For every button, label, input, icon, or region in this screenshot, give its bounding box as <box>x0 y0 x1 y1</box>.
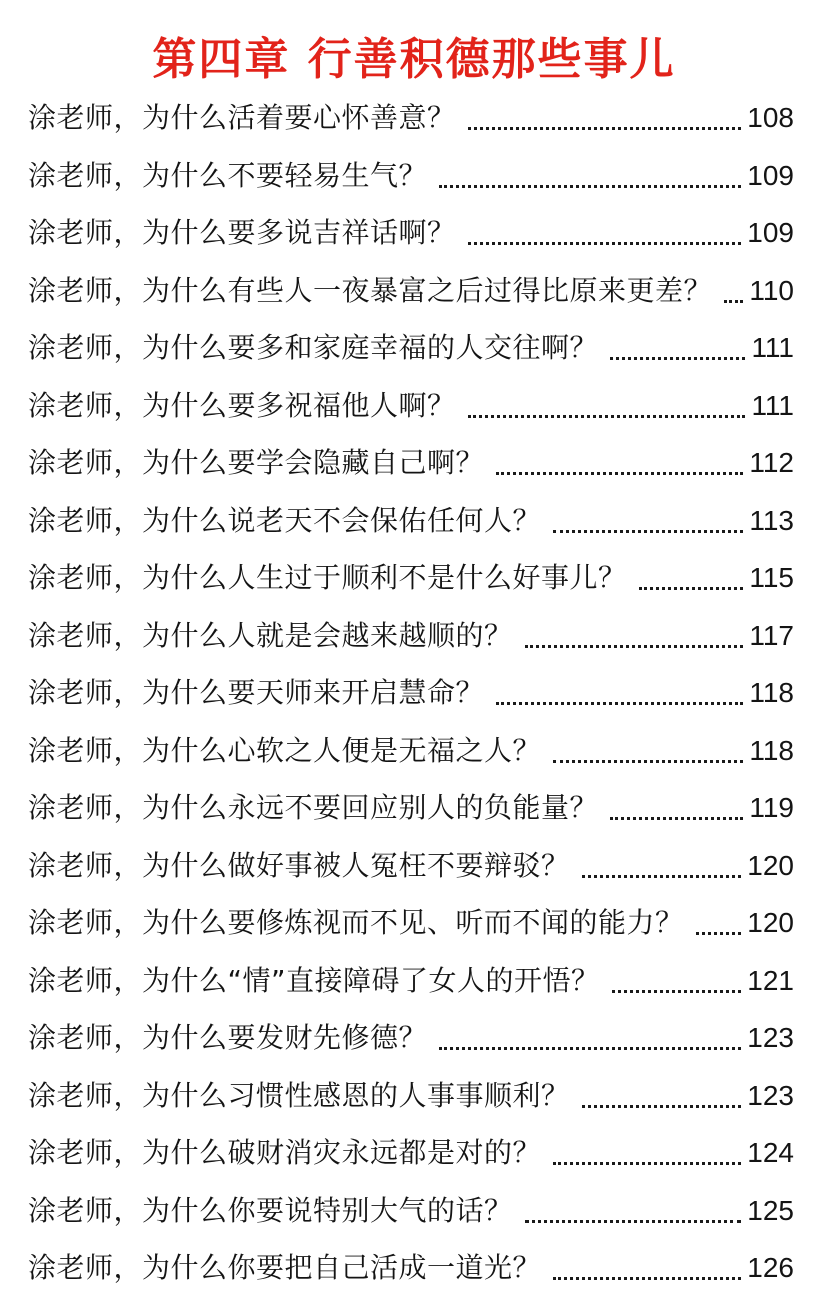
toc-entry[interactable] <box>0 491 828 549</box>
toc-entry-title: 涂老师，为什么习惯性感恩的人事事顺利？ <box>28 1078 570 1112</box>
toc-entry-title: 涂老师，为什么不要轻易生气？ <box>28 158 428 192</box>
toc-entry-title: 涂老师，为什么要多和家庭幸福的人交往啊？ <box>28 331 599 364</box>
toc-entry-title: 涂老师，为什么要多祝福他人啊？ <box>28 388 456 422</box>
toc-entry[interactable] <box>0 261 828 319</box>
toc-dot-leader <box>553 530 743 533</box>
toc-page-number: 112 <box>749 447 794 478</box>
toc-dot-leader <box>553 1277 741 1280</box>
toc-page-number: 109 <box>747 217 794 248</box>
toc-dot-leader <box>525 645 743 648</box>
toc-entry-title: 涂老师，为什么要学会隐藏自己啊？ <box>28 446 485 479</box>
toc-dot-leader <box>612 990 741 993</box>
toc-page-number: 111 <box>751 332 794 363</box>
toc-entry[interactable] <box>0 663 828 721</box>
toc-page-number: 123 <box>747 1079 794 1111</box>
toc-entry[interactable] <box>0 146 828 204</box>
toc-page-number: 119 <box>749 792 794 823</box>
toc-dot-leader <box>439 1047 741 1050</box>
toc-entry[interactable] <box>0 778 828 836</box>
toc-dot-leader <box>496 702 743 705</box>
toc-page-number: 120 <box>747 907 794 938</box>
toc-dot-leader <box>553 760 743 763</box>
toc-entry-title: 涂老师，为什么永远不要回应别人的负能量？ <box>28 791 599 824</box>
toc-page-number: 111 <box>751 389 794 421</box>
table-of-contents <box>0 88 828 1296</box>
toc-dot-leader <box>468 127 741 130</box>
toc-entry[interactable] <box>0 1181 828 1239</box>
toc-entry-title: 涂老师，为什么“情”直接障碍了女人的开悟？ <box>28 963 600 997</box>
toc-page-number: 117 <box>749 619 794 651</box>
toc-page-number: 124 <box>747 1137 794 1168</box>
toc-page-number: 126 <box>747 1252 794 1283</box>
toc-entry-title: 涂老师，为什么破财消灾永远都是对的？ <box>28 1136 542 1169</box>
toc-entry-title: 涂老师，为什么活着要心怀善意？ <box>28 101 456 134</box>
toc-page-number: 109 <box>747 159 794 191</box>
toc-entry[interactable] <box>0 1123 828 1181</box>
toc-entry-title: 涂老师，为什么要修炼视而不见、听而不闻的能力？ <box>28 906 684 939</box>
toc-dot-leader <box>553 1162 741 1165</box>
toc-entry-title: 涂老师，为什么人生过于顺利不是什么好事儿？ <box>28 561 627 594</box>
toc-entry-title: 涂老师，为什么要发财先修德？ <box>28 1021 428 1054</box>
toc-page-number: 118 <box>749 734 794 766</box>
toc-page-number: 115 <box>749 562 794 593</box>
toc-dot-leader <box>582 875 741 878</box>
toc-entry-title: 涂老师，为什么你要说特别大气的话？ <box>28 1193 513 1227</box>
toc-entry[interactable] <box>0 1008 828 1066</box>
toc-entry-title: 涂老师，为什么说老天不会保佑任何人？ <box>28 503 542 537</box>
toc-dot-leader <box>525 1220 741 1223</box>
toc-dot-leader <box>468 242 741 245</box>
toc-dot-leader <box>610 817 743 820</box>
toc-dot-leader <box>582 1105 741 1108</box>
toc-page-number: 118 <box>749 677 794 708</box>
toc-page-number: 120 <box>747 849 794 881</box>
toc-entry-title: 涂老师，为什么要天师来开启慧命？ <box>28 676 485 709</box>
toc-entry[interactable] <box>0 721 828 779</box>
toc-dot-leader <box>468 415 745 418</box>
toc-page-number: 121 <box>747 964 794 996</box>
toc-entry[interactable] <box>0 1238 828 1296</box>
toc-dot-leader <box>724 300 743 303</box>
toc-page-number: 125 <box>747 1194 794 1226</box>
toc-page-number: 110 <box>749 274 794 306</box>
toc-page-number: 123 <box>747 1022 794 1053</box>
toc-entry[interactable] <box>0 318 828 376</box>
toc-entry[interactable] <box>0 88 828 146</box>
toc-entry-title: 涂老师，为什么人就是会越来越顺的？ <box>28 618 513 652</box>
toc-entry-title: 涂老师，为什么做好事被人冤枉不要辩驳？ <box>28 848 570 882</box>
toc-dot-leader <box>639 587 743 590</box>
toc-page-number: 113 <box>749 504 794 536</box>
toc-entry[interactable] <box>0 1066 828 1124</box>
toc-entry[interactable] <box>0 203 828 261</box>
chapter-title: 第四章 行善积德那些事儿 <box>152 34 676 85</box>
toc-entry[interactable] <box>0 433 828 491</box>
toc-dot-leader <box>496 472 743 475</box>
toc-entry-title: 涂老师，为什么有些人一夜暴富之后过得比原来更差？ <box>28 273 713 307</box>
toc-entry[interactable] <box>0 548 828 606</box>
toc-entry[interactable] <box>0 951 828 1009</box>
toc-entry[interactable] <box>0 893 828 951</box>
toc-entry[interactable] <box>0 836 828 894</box>
toc-entry[interactable] <box>0 606 828 664</box>
toc-entry-title: 涂老师，为什么要多说吉祥话啊？ <box>28 216 456 249</box>
toc-entry-title: 涂老师，为什么你要把自己活成一道光？ <box>28 1251 542 1284</box>
toc-dot-leader <box>610 357 745 360</box>
toc-dot-leader <box>696 932 741 935</box>
toc-entry[interactable] <box>0 376 828 434</box>
toc-entry-title: 涂老师，为什么心软之人便是无福之人？ <box>28 733 542 767</box>
toc-page-number: 108 <box>747 102 794 133</box>
toc-dot-leader <box>439 185 741 188</box>
